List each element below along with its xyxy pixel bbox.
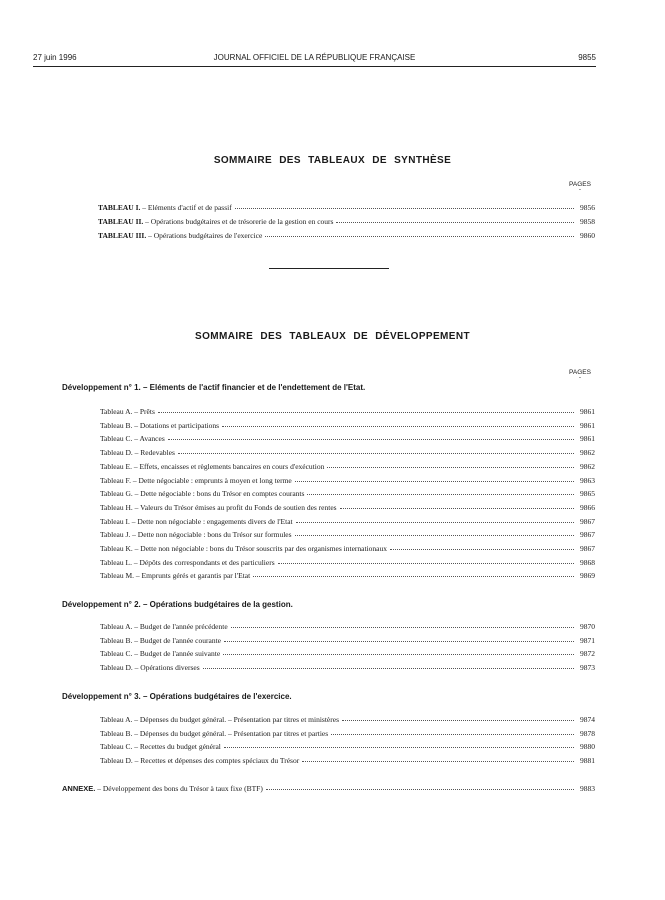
header-rule	[33, 66, 596, 67]
developpement-heading: Développement n° 2. – Opérations budgétaires de la gestion.	[62, 600, 293, 609]
tableau-label: Tableau C. – Avances	[100, 434, 165, 444]
leader-dots	[222, 426, 574, 427]
leader-dots	[336, 222, 574, 223]
tableau-label: Tableau B. – Dépenses du budget général. – Présentation par titres et parties	[100, 728, 329, 738]
tableau-label: Tableau H. – Valeurs du Trésor émises au profit du Fonds de soutien des rentes	[100, 502, 337, 512]
leader-dots	[327, 467, 574, 468]
leader-dots	[253, 576, 574, 577]
tableau-page: 9870	[580, 622, 595, 631]
header-date: 27 juin 1996	[33, 53, 77, 62]
tableau-page: 9866	[580, 502, 595, 512]
section-separator	[269, 268, 389, 269]
tableau-page: 9881	[580, 756, 595, 766]
row-text: – Eléments d'actif et de passif	[142, 203, 232, 212]
tableau-label: Tableau D. – Opérations diverses	[100, 663, 200, 673]
tableau-page: 9874	[580, 715, 595, 724]
annexe-row	[62, 780, 595, 793]
tableau-label: Tableau M. – Emprunts gérés et garantis par l'Etat	[100, 571, 251, 581]
tableau-row	[100, 725, 595, 738]
tableau-label: Tableau J. – Dette non négociable : bons du Trésor sur formules	[100, 530, 292, 540]
row-number: II.	[135, 217, 144, 226]
tableau-row	[100, 526, 595, 539]
row-text: – Opérations budgétaires de l'exercice	[148, 231, 263, 240]
tableau-page: 9869	[580, 571, 595, 581]
leader-dots	[224, 641, 574, 642]
tableau-page: 9867	[580, 516, 595, 526]
row-prefix: TABLEAU	[98, 217, 134, 226]
leader-dots	[223, 654, 574, 655]
tableau-row	[100, 458, 595, 471]
tableau-row	[100, 632, 595, 645]
tableau-row	[100, 752, 595, 765]
leader-dots	[331, 734, 574, 735]
tableau-label: Tableau A. – Dépenses du budget général. – Présentation par titres et ministères	[100, 715, 339, 724]
leader-dots	[295, 535, 574, 536]
developpement-title: SOMMAIRE DES TABLEAUX DE DÉVELOPPEMENT	[195, 331, 470, 342]
tableau-row	[100, 444, 595, 457]
leader-dots	[178, 453, 574, 454]
row-number: III.	[135, 231, 147, 240]
tableau-page: 9871	[580, 635, 595, 645]
tableau-row	[100, 659, 595, 672]
tableau-label: Tableau B. – Dotations et participations	[100, 420, 220, 430]
tableau-label: Tableau A. – Budget de l'année précédente	[100, 622, 228, 631]
leader-dots	[231, 627, 574, 628]
annexe-page: 9883	[580, 784, 595, 793]
tableau-label: Tableau D. – Redevables	[100, 448, 175, 458]
leader-dots	[340, 508, 574, 509]
tableau-row	[100, 485, 595, 498]
tableau-row	[100, 738, 595, 751]
tableau-page: 9868	[580, 557, 595, 567]
row-prefix: TABLEAU	[98, 203, 134, 212]
tableau-page: 9861	[580, 420, 595, 430]
tableau-label: Tableau G. – Dette négociable : bons du Trésor en comptes courants	[100, 489, 305, 499]
synthese-row	[98, 199, 595, 212]
row-page: 9856	[580, 203, 595, 212]
row-page: 9858	[580, 217, 595, 226]
tableau-page: 9867	[580, 544, 595, 553]
tableau-row	[100, 417, 595, 430]
tableau-page: 9878	[580, 728, 595, 738]
leader-dots	[168, 439, 574, 440]
leader-dots	[224, 747, 574, 748]
tableau-row	[100, 540, 595, 553]
tableau-label: Tableau L. – Dépôts des correspondants et des particuliers	[100, 557, 275, 567]
tableau-page: 9865	[580, 489, 595, 499]
leader-dots	[278, 563, 574, 564]
tableau-row	[100, 499, 595, 512]
tableau-label: Tableau D. – Recettes et dépenses des comptes spéciaux du Trésor	[100, 756, 300, 766]
annexe-text: – Développement des bons du Trésor à taux fixe (BTF)	[97, 784, 263, 793]
leader-dots	[295, 481, 574, 482]
leader-dots	[203, 668, 574, 669]
tableau-page: 9861	[580, 434, 595, 444]
developpement-pages-label: PAGES -	[569, 369, 591, 381]
tableau-row	[100, 472, 595, 485]
leader-dots	[390, 549, 574, 550]
synthese-title: SOMMAIRE DES TABLEAUX DE SYNTHÈSE	[213, 155, 452, 166]
tableau-row	[100, 513, 595, 526]
tableau-page: 9862	[580, 448, 595, 458]
tableau-page: 9880	[580, 742, 595, 752]
tableau-page: 9861	[580, 407, 595, 416]
leader-dots	[235, 208, 574, 209]
developpement-heading: Développement n° 1. – Eléments de l'actif financier et de l'endettement de l'Etat.	[62, 383, 366, 392]
tableau-label: Tableau B. – Budget de l'année courante	[100, 635, 221, 645]
leader-dots	[296, 522, 574, 523]
tableau-label: Tableau F. – Dette négociable : emprunts à moyen et long terme	[100, 475, 292, 485]
tableau-page: 9867	[580, 530, 595, 540]
header-journal-title: JOURNAL OFFICIEL DE LA RÉPUBLIQUE FRANÇAISE	[213, 53, 416, 62]
tableau-page: 9873	[580, 663, 595, 673]
leader-dots	[302, 761, 574, 762]
tableau-label: Tableau I. – Dette non négociable : engagements divers de l'Etat	[100, 516, 293, 526]
leader-dots	[266, 789, 574, 790]
row-text: – Opérations budgétaires et de trésorerie de la gestion en cours	[145, 217, 334, 226]
leader-dots	[342, 720, 574, 721]
row-prefix: TABLEAU	[98, 231, 134, 240]
tableau-row	[100, 430, 595, 443]
synthese-row	[98, 227, 595, 240]
developpement-heading: Développement n° 3. – Opérations budgétaires de l'exercice.	[62, 692, 292, 701]
tableau-row	[100, 403, 595, 416]
tableau-row	[100, 645, 595, 658]
leader-dots	[307, 494, 574, 495]
tableau-row	[100, 567, 595, 580]
tableau-page: 9872	[580, 649, 595, 659]
tableau-label: Tableau C. – Recettes du budget général	[100, 742, 221, 752]
leader-dots	[265, 236, 574, 237]
tableau-row	[100, 711, 595, 724]
tableau-label: Tableau E. – Effets, encaisses et règlements bancaires en cours d'exécution	[100, 461, 325, 471]
header-page-number: 9855	[578, 53, 596, 62]
synthese-row	[98, 213, 595, 226]
row-number: I.	[135, 203, 141, 212]
tableau-label: Tableau C. – Budget de l'année suivante	[100, 649, 221, 659]
row-page: 9860	[580, 231, 595, 240]
synthese-pages-label: PAGES -	[569, 181, 591, 193]
tableau-row	[100, 618, 595, 631]
tableau-label: Tableau A. – Prêts	[100, 407, 155, 416]
tableau-label: Tableau K. – Dette non négociable : bons du Trésor souscrits par des organismes internationaux	[100, 544, 387, 553]
annexe-label: ANNEXE.	[62, 784, 96, 793]
tableau-row	[100, 554, 595, 567]
tableau-page: 9863	[580, 475, 595, 485]
leader-dots	[158, 412, 574, 413]
tableau-page: 9862	[580, 461, 595, 471]
